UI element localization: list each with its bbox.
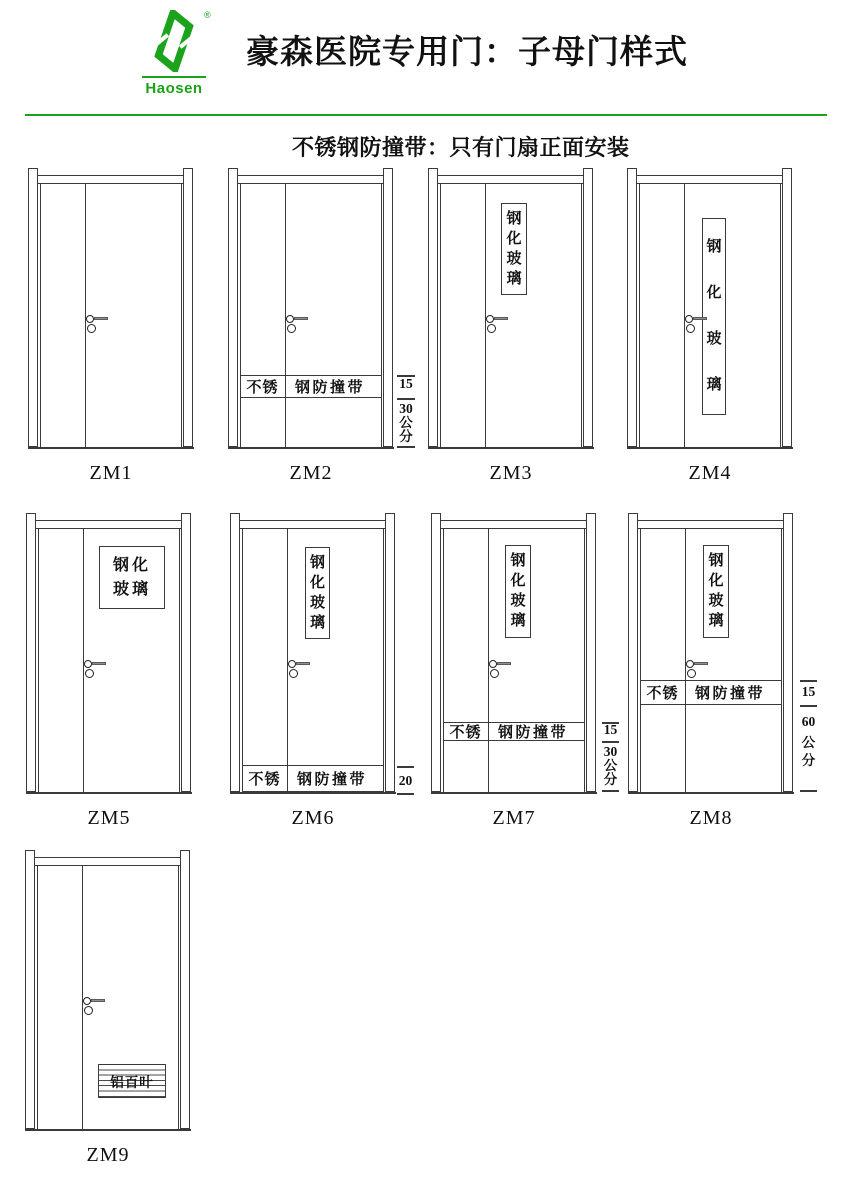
door-frame-right-post: [586, 513, 596, 792]
glass-label-text: 璃: [708, 613, 724, 630]
door-frame-left-post: [25, 850, 35, 1129]
door-frame-right-post: [181, 513, 191, 792]
door-model-label: ZM7: [492, 807, 536, 829]
door-handle-lever-icon: [94, 317, 109, 320]
aluminum-louver-panel: [98, 1064, 166, 1098]
glass-label-text: 玻: [708, 593, 724, 610]
floor-line: [628, 792, 794, 794]
floor-line: [28, 447, 194, 449]
glass-label-text: 璃: [510, 613, 526, 630]
door-frame-left-post: [26, 513, 36, 792]
leaf-division-line: [488, 528, 489, 792]
door-handle-rose-icon: [84, 660, 92, 668]
door-handle-lever-icon: [694, 662, 709, 665]
haosen-logo: [140, 8, 240, 96]
dimension-text: 15: [801, 684, 816, 699]
tempered-glass-panel: [305, 547, 330, 639]
glass-label-text: 玻: [510, 593, 526, 610]
door-leaves: [240, 183, 382, 447]
glass-label-text: 玻: [506, 250, 522, 267]
anti-collision-band: [443, 722, 585, 741]
door-handle-lever-icon: [92, 662, 107, 665]
dimension-text: 15: [399, 376, 413, 391]
page-title: 豪森医院专用门：子母门样式: [246, 35, 688, 71]
page-subtitle: 不锈钢防撞带：只有门扇正面安装: [292, 135, 630, 160]
leaf-division-line: [485, 183, 486, 447]
floor-line: [26, 792, 192, 794]
door-model-label: ZM2: [289, 462, 333, 484]
door-model-label: ZM1: [89, 462, 133, 484]
floor-line: [428, 447, 594, 449]
door-handle-lever-icon: [91, 999, 106, 1002]
dimension-text: 20: [398, 773, 413, 788]
door-model-label: ZM5: [87, 807, 131, 829]
door-handle-lever-icon: [494, 317, 509, 320]
door-leaves: [40, 183, 182, 447]
band-label-right: 钢防撞带: [295, 380, 366, 396]
door-handle-rose-icon: [288, 660, 296, 668]
dimension-text: 30: [603, 744, 618, 759]
green-divider-line: [25, 114, 827, 116]
door-model-label: ZM4: [688, 462, 732, 484]
door-frame-right-post: [782, 168, 792, 447]
door-lock-cylinder-icon: [686, 324, 695, 333]
door-handle-rose-icon: [286, 315, 294, 323]
glass-label-text: 璃: [506, 270, 522, 287]
band-label-left: 不锈: [248, 772, 281, 788]
door-diagram-zm4: [627, 168, 827, 490]
dimension-tick: [397, 793, 414, 795]
dimension-text: 公: [603, 758, 618, 773]
dimension-tick: [602, 790, 619, 792]
door-diagram-zm3: [428, 168, 628, 490]
leaf-division-line: [287, 528, 288, 792]
dimension-tick: [397, 398, 415, 400]
band-label-right: 钢防撞带: [695, 686, 766, 702]
door-diagram-zm5: [26, 513, 226, 835]
door-diagram-zm9: [25, 850, 225, 1172]
registered-mark: ®: [204, 10, 211, 20]
glass-label-text: 钢化: [112, 556, 151, 574]
dimension-tick: [800, 680, 817, 682]
door-lock-cylinder-icon: [84, 1006, 93, 1015]
floor-line: [25, 1129, 191, 1131]
glass-label-text: 钢: [706, 238, 722, 255]
band-label-left: 不锈: [449, 725, 482, 741]
door-handle-rose-icon: [86, 315, 94, 323]
door-handle-lever-icon: [294, 317, 309, 320]
leaf-division-line: [285, 183, 286, 447]
tempered-glass-panel: [703, 545, 729, 638]
floor-line: [431, 792, 597, 794]
leaf-division-line: [684, 183, 685, 447]
door-lock-cylinder-icon: [87, 324, 96, 333]
leaf-division-line: [685, 528, 686, 792]
dimension-annotation: [397, 168, 415, 458]
door-model-label: ZM3: [489, 462, 533, 484]
glass-label-text: 钢: [510, 552, 526, 569]
door-diagram-zm1: [28, 168, 228, 490]
door-diagram-zm7: [431, 513, 631, 835]
door-model-label: ZM9: [86, 1144, 130, 1166]
glass-label-text: 璃: [706, 377, 722, 394]
louver-label: 铝百叶: [110, 1075, 154, 1090]
brand-name: Haosen: [145, 80, 203, 97]
door-frame-right-post: [180, 850, 190, 1129]
door-model-label: ZM8: [689, 807, 733, 829]
dimension-annotation: [602, 513, 619, 803]
door-handle-rose-icon: [486, 315, 494, 323]
door-handle-rose-icon: [83, 997, 91, 1005]
dimension-tick: [800, 705, 817, 707]
door-lock-cylinder-icon: [287, 324, 296, 333]
dimension-tick: [800, 790, 817, 792]
leaf-division-line: [83, 528, 84, 792]
floor-line: [627, 447, 793, 449]
door-lock-cylinder-icon: [687, 669, 696, 678]
dimension-text: 分: [399, 429, 413, 444]
dimension-tick: [397, 446, 415, 448]
anti-collision-band: [240, 375, 382, 398]
door-frame-left-post: [431, 513, 441, 792]
logo-underline: [142, 76, 206, 78]
glass-label-text: 玻璃: [112, 580, 151, 598]
door-frame-right-post: [385, 513, 395, 792]
dimension-tick: [397, 766, 414, 768]
anti-collision-band: [640, 680, 782, 705]
dimension-annotation: [397, 513, 414, 803]
door-model-label: ZM6: [291, 807, 335, 829]
dimension-text: 60: [801, 714, 816, 729]
glass-label-text: 玻: [706, 331, 722, 348]
dimension-annotation: [800, 513, 817, 803]
door-frame-right-post: [383, 168, 393, 447]
glass-label-text: 化: [706, 284, 722, 301]
glass-label-text: 钢: [506, 210, 522, 227]
leaf-division-line: [85, 183, 86, 447]
dimension-tick: [602, 741, 619, 743]
door-frame-left-post: [428, 168, 438, 447]
door-handle-rose-icon: [686, 660, 694, 668]
dimension-text: 分: [801, 753, 816, 768]
door-handle-lever-icon: [497, 662, 512, 665]
tempered-glass-panel: [99, 546, 165, 609]
glass-label-text: 钢: [309, 554, 325, 571]
door-diagram-zm6: [230, 513, 430, 835]
door-lock-cylinder-icon: [289, 669, 298, 678]
tempered-glass-panel: [505, 545, 531, 638]
door-lock-cylinder-icon: [490, 669, 499, 678]
glass-label-text: 玻: [309, 594, 325, 611]
door-diagram-zm2: [228, 168, 428, 490]
door-frame-left-post: [28, 168, 38, 447]
door-handle-rose-icon: [489, 660, 497, 668]
band-label-right: 钢防撞带: [498, 725, 569, 741]
door-frame-left-post: [627, 168, 637, 447]
glass-label-text: 化: [510, 572, 526, 589]
glass-label-text: 钢: [708, 552, 724, 569]
dimension-text: 30: [399, 401, 413, 416]
door-handle-lever-icon: [296, 662, 311, 665]
band-label-right: 钢防撞带: [297, 772, 368, 788]
dimension-text: 公: [399, 415, 413, 430]
door-frame-right-post: [183, 168, 193, 447]
door-frame-right-post: [583, 168, 593, 447]
glass-label-text: 化: [506, 230, 522, 247]
door-handle-lever-icon: [693, 317, 708, 320]
door-lock-cylinder-icon: [487, 324, 496, 333]
band-label-left: 不锈: [246, 380, 279, 396]
band-label-left: 不锈: [646, 686, 679, 702]
leaf-division-line: [82, 865, 83, 1129]
door-lock-cylinder-icon: [85, 669, 94, 678]
dimension-text: 分: [603, 772, 618, 787]
door-frame-left-post: [230, 513, 240, 792]
door-handle-rose-icon: [685, 315, 693, 323]
anti-collision-band: [242, 765, 384, 792]
glass-label-text: 璃: [309, 614, 325, 631]
door-frame-right-post: [783, 513, 793, 792]
door-frame-left-post: [228, 168, 238, 447]
floor-line: [230, 792, 396, 794]
door-frame-left-post: [628, 513, 638, 792]
tempered-glass-panel: [501, 203, 527, 295]
glass-label-text: 化: [708, 572, 724, 589]
haosen-diamond-icon: [152, 10, 196, 72]
door-diagram-zm8: [628, 513, 828, 835]
floor-line: [228, 447, 394, 449]
glass-label-text: 化: [309, 574, 325, 591]
dimension-text: 公: [801, 735, 816, 750]
dimension-text: 15: [603, 722, 618, 737]
